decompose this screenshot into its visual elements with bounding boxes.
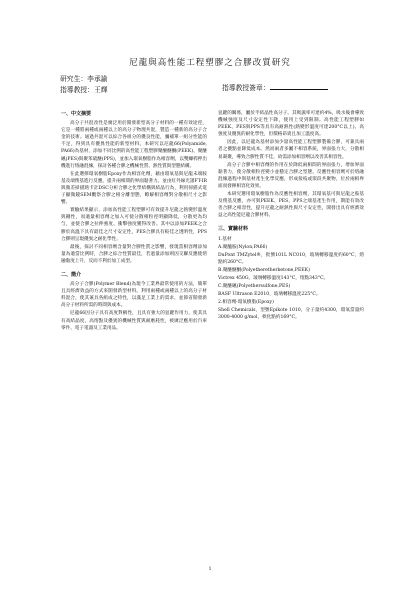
paragraph: 高分子合膠中相容劑的作用在於降低兩相間的界面張力，增加界面黏著力，使分散相粒徑變小並穩定合膠之型態。反應性相容劑可於熔融混煉過程中與基材產生化學反應，形成接枝或嵌段共聚物，位於兩相界面而發揮相容化效果。: [218, 162, 364, 189]
paragraph: 實驗結果顯示，添加高性能工程塑膠可有效提升尼龍之熱變形溫度與剛性，而適量相容劑之加入可使分散相粒徑明顯降低，分散更為均勻，並使合膠之拉伸強度、衝擊強度獲得改善。其中以添加PEEK之合膠於高溫下具有最佳之尺寸安定性，PES合膠具有較佳之透明性，PPS合膠則呈現優異之耐化學性。: [61, 208, 207, 242]
paragraph: 最後，探討不同相容劑含量對合膠性質之影響，發現當相容劑添加量為適當比例時，合膠之綜合性質最佳，若過量添加則因交聯反應使熔融黏度上升，反而不利於加工成型。: [61, 244, 207, 264]
signature-blank: [270, 83, 328, 90]
material-item: DuPont TMZytel®，批號101L NC010，玻璃轉移溫度約60°C，熔點約260°C。: [218, 252, 364, 265]
signature-block: [222, 83, 328, 94]
coadvisor-label: 指導教授簽章：: [222, 84, 270, 92]
right-column: [218, 110, 364, 323]
left-column: [61, 110, 207, 333]
material-item: A.聚醯胺(Nylon,PA66): [218, 244, 268, 250]
paragraph: 高分子共混改性是廣泛用於開發新型高分子材料的一種有效途徑，它是一種將兩種或兩種以上的高分子物理共混，製造一種新的高分子合金的技術。通過共混可以綜合各組分的優良性能，彌補單一組分性能的不足，得到具有優異性能的新型材料。本研究以尼龍66(Polyamide, PA66)為基材，添加不同比例的高性能工程塑膠聚醚醚酮(PEEK)、聚醚碸(PES)與聚苯硫醚(PPS)，並加入環氧樹脂作為相容劑，以雙螺桿押出機進行熔融混煉，探討各種合膠之機械性質、熱性質與型態結構。: [61, 121, 207, 169]
advisor-line: 指導教授：王輝: [60, 86, 108, 94]
subsection-heading: 1.基材: [218, 236, 232, 242]
material-item: B.聚醚醚酮(Polyetheretherketone,PEEK): [218, 267, 310, 273]
paragraph: 尼龍66因分子具有高度對稱性，且具有強大的氫鍵作用力，使其具有高結晶度、高熔點及優異的機械性質與耐磨耗性，被廣泛應用於汽車零件、電子電器及工業用品。: [61, 311, 207, 331]
material-item: 2.相容劑-環氧樹脂(Epoxy): [218, 300, 274, 306]
paragraph: 氫鍵的關係，屬於半結晶性高分子。其吸濕率可達約4%，吸水後會導致機械強度及尺寸安定性下降，使用上受到限制。高性能工程塑膠如PEEK、PES與PPS等具有高耐熱性(熱變形溫度可達200°C以上)、高強度及優異的耐化學性，但價格昂貴且加工溫度高。: [218, 111, 364, 138]
material-item: Shell Chemicals，型號Epikote 1010，分子量約4300，環氧當量約3000-4000 g/mol，軟化點約169°C。: [218, 308, 364, 321]
material-item: BASF Ultrason E2010，玻璃轉移溫度225°C。: [218, 292, 321, 298]
researcher-line: 研究生：李承諭: [60, 75, 108, 83]
section-heading-materials: 三、實驗材料: [218, 226, 249, 233]
material-item: Victrex 450G，玻璃轉移溫度143°C，熔點343°C。: [218, 275, 329, 281]
section-heading-abstract: 一、中文摘要: [61, 111, 92, 117]
paper-title: 尼龍與高性能工程塑膠之合膠改質研究: [129, 58, 291, 68]
material-item: C.聚醚碸(Polyethersulfone,PES): [218, 284, 291, 290]
paragraph: 高分子合膠(Polymer Blend)為現今工業界最常使用的方法，簡單且具經濟效益的方式來開發新型材料。利用兩種或兩種以上的高分子材料混合，使其兼具各組成之特性，以滿足工業上的需求，並節省開發新高分子材料所需的時間與成本。: [61, 282, 207, 309]
paragraph: 因此，以尼龍為基材添加少量高性能工程塑膠製備合膠，可兼具兩者之優點並降低成本。然而兩者多屬不相容系統，界面張力大，分散相易凝聚，導致合膠性質不佳，故需添加相容劑以改善其相容性。: [218, 140, 364, 160]
page-number: 1: [208, 567, 212, 572]
paragraph: 本研究選用環氧樹脂作為反應性相容劑，其環氧基可與尼龍之胺基及羧基反應，亦可與PEEK、PES、PPS之端基產生作用，期能有效改善合膠之相容性，提升尼龍之耐熱性與尺寸安定性，開發出具有經濟效益之高性能尼龍合膠材料。: [218, 192, 364, 219]
paragraph: 在此選擇環氧樹脂Epoxy作為相容化劑，藉由環氧基與尼龍末端胺基及端羧基進行反應，提升兩相間的界面黏著力。並由紅外線光譜FT-IR與微差掃描熱卡計DSC分析合膠之化學結構與結晶行為，利用掃描式電子顯微鏡SEM觀察合膠之相分離型態，瞭解相容劑對分散相尺寸之影響。: [61, 171, 207, 206]
author-block: [60, 74, 108, 96]
section-heading-intro: 二、簡介: [61, 271, 82, 278]
